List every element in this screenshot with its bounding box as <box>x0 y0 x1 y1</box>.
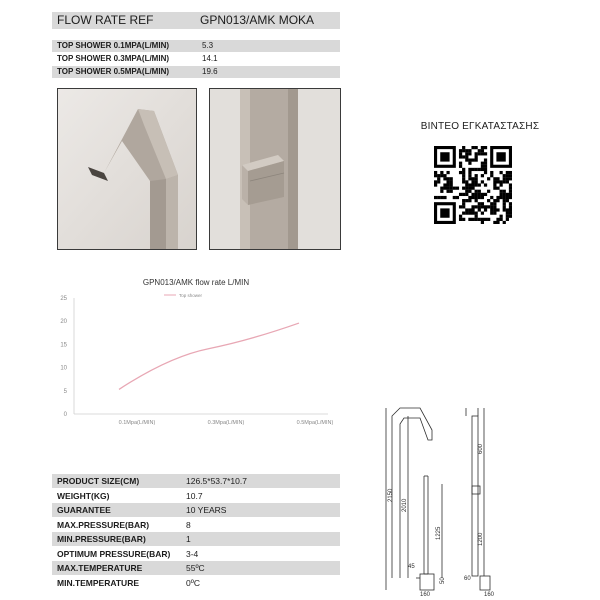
spec-value: 1 <box>186 534 191 544</box>
spec-value: 0ºC <box>186 577 200 588</box>
dim-low-label: 1200 <box>478 532 484 546</box>
qr-code[interactable] <box>434 146 512 224</box>
dim-w60-label: 60 <box>464 576 471 582</box>
flow-row <box>52 53 340 65</box>
installation-video-title: ΒΙΝΤΕΟ ΕΓΚΑΤΑΣΤΑΣΗΣ <box>420 121 540 132</box>
spec-value: 3-4 <box>186 548 199 559</box>
y-tick-label: 5 <box>63 388 67 395</box>
spec-label: WEIGHT(KG) <box>57 490 110 501</box>
dim-top-label: 600 <box>478 443 484 454</box>
spec-row <box>52 576 340 590</box>
spec-row <box>52 489 340 503</box>
product-photo-spout <box>57 88 197 250</box>
y-tick-label: 25 <box>60 296 67 302</box>
spec-label: MIN.PRESSURE(BAR) <box>57 534 146 544</box>
spec-value: 10.7 <box>186 490 203 501</box>
dim-base2-label: 160 <box>484 592 495 598</box>
flow-row-label: TOP SHOWER 0.5MPA(L/MIN) <box>57 67 170 76</box>
legend-label: Top shower <box>179 293 203 298</box>
x-tick-label: 0.3Mpa(L/MIN) <box>207 420 245 426</box>
flow-row <box>52 66 340 78</box>
dim-small-label: 45 <box>408 564 415 570</box>
dim-base-label: 160 <box>420 592 431 598</box>
x-tick-label: 0.1Mpa(L/MIN) <box>118 420 156 426</box>
y-tick-label: 10 <box>60 365 67 372</box>
spec-label: OPTIMUM PRESSURE(BAR) <box>57 548 171 559</box>
spec-value: 10 YEARS <box>186 505 227 515</box>
spec-row <box>52 518 340 532</box>
spec-label: PRODUCT SIZE(CM) <box>57 476 140 486</box>
y-tick-label: 15 <box>60 342 67 349</box>
flow-rate-header <box>52 12 340 29</box>
flow-rate-ref-label: FLOW RATE REF <box>57 13 154 27</box>
dim-height-label: 2150 <box>388 488 394 502</box>
chart-title: GPN013/AMK flow rate L/MIN <box>142 278 250 287</box>
dim-w50-label: 50 <box>440 577 446 584</box>
y-tick-label: 0 <box>63 412 67 418</box>
spec-row <box>52 532 340 546</box>
spec-value: 55ºC <box>186 563 205 573</box>
x-tick-label: 0.5Mpa(L/MIN) <box>296 420 334 426</box>
spec-label: MAX.PRESSURE(BAR) <box>57 519 150 530</box>
flow-row-label: TOP SHOWER 0.1MPA(L/MIN) <box>57 41 170 50</box>
technical-drawing <box>380 402 520 598</box>
spec-label: GUARANTEE <box>57 505 111 515</box>
spec-value: 8 <box>186 519 191 530</box>
spec-row <box>52 561 340 575</box>
flow-row-value: 19.6 <box>202 67 218 76</box>
flow-row-label: TOP SHOWER 0.3MPA(L/MIN) <box>57 54 170 63</box>
spec-label: MAX.TEMPERATURE <box>57 563 143 573</box>
dim-mid-label: 1225 <box>436 526 442 540</box>
y-tick-label: 20 <box>60 319 67 326</box>
dim-inner-label: 2010 <box>402 498 408 512</box>
product-photo-handle <box>209 88 341 250</box>
spec-row <box>52 503 340 517</box>
spec-row <box>52 474 340 488</box>
spec-value: 126.5*53.7*10.7 <box>186 476 247 486</box>
flow-row-value: 5.3 <box>202 41 214 50</box>
flow-row <box>52 40 340 52</box>
product-code: GPN013/AMK MOKA <box>200 13 315 27</box>
spec-row <box>52 547 340 561</box>
flow-row-value: 14.1 <box>202 54 218 63</box>
spec-label: MIN.TEMPERATURE <box>57 577 140 588</box>
flow-rate-chart <box>52 268 340 434</box>
